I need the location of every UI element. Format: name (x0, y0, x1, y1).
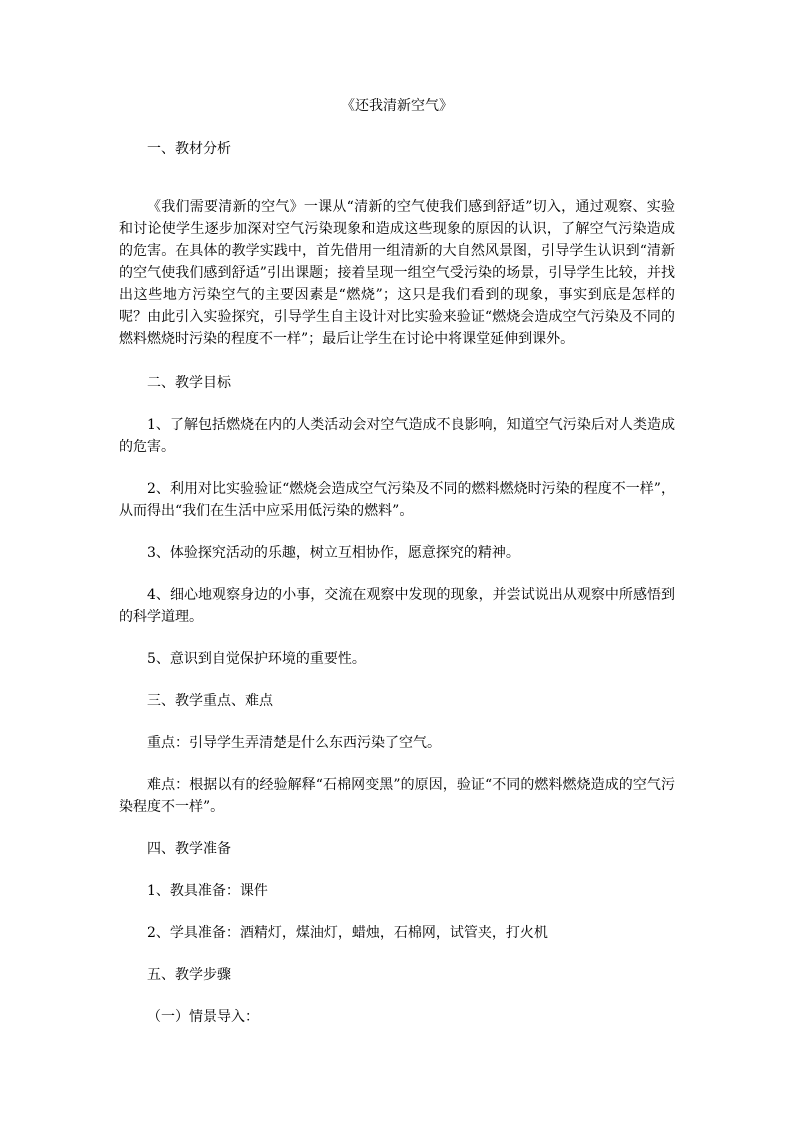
document-body (119, 138, 675, 1048)
textbook-analysis-paragraph: 《我们需要清新的空气》一课从“清新的空气使我们感到舒适”切入，通过观察、实验和讨论使学生逐步加深对空气污染现象和造成这些现象的原因的认识，了解空气污染造成的危害。在具体的教学实践中，首先借用一组清新的大自然风景图，引导学生认识到“清新的空气使我们感到舒适”引出课题；接着呈现一组空气受污染的场景，引导学生比较，并找出这些地方污染空气的主要因素是“燃烧”；这只是我们看到的现象，事实到底是怎样的呢？由此引入实验探究，引导学生自主设计对比实验来验证“燃烧会造成空气污染及不同的燃料燃烧时污染的程度不一样”；最后让学生在讨论中将课堂延伸到课外。 (119, 199, 675, 347)
section-heading-teaching-goals: 二、教学目标 (147, 375, 231, 391)
teaching-step-subheading: （一）情景导入： (147, 1009, 259, 1025)
difficulty-text: 难点：根据以有的经验解释“石棉网变黑”的原因，验证“不同的燃料燃烧造成的空气污染程度不一样”。 (119, 777, 675, 815)
document-title: 《还我清新空气》 (341, 98, 453, 114)
section-heading-textbook-analysis: 一、教材分析 (147, 141, 231, 157)
preparation-item: 1、教具准备：课件 (147, 883, 268, 899)
preparation-item: 2、学具准备：酒精灯，煤油灯，蜡烛，石棉网，试管夹，打火机 (147, 925, 548, 941)
teaching-goal-item: 2、利用对比实验验证“燃烧会造成空气污染及不同的燃料燃烧时污染的程度不一样”，从而得出“我们在生活中应采用低污染的燃料”。 (119, 481, 675, 519)
teaching-goal-item: 3、体验探究活动的乐趣，树立互相协作，愿意探究的精神。 (147, 545, 520, 561)
key-point-text: 重点：引导学生弄清楚是什么东西污染了空气。 (147, 735, 441, 751)
section-heading-teaching-steps: 五、教学步骤 (147, 967, 231, 983)
section-heading-preparation: 四、教学准备 (147, 841, 231, 857)
teaching-goal-item: 5、意识到自觉保护环境的重要性。 (147, 651, 366, 667)
teaching-goal-item: 1、了解包括燃烧在内的人类活动会对空气造成不良影响，知道空气污染后对人类造成的危害。 (119, 417, 675, 455)
teaching-goal-item: 4、细心地观察身边的小事，交流在观察中发现的现象，并尝试说出从观察中所感悟到的科学道理。 (119, 587, 675, 625)
section-heading-key-points: 三、教学重点、难点 (147, 693, 273, 709)
